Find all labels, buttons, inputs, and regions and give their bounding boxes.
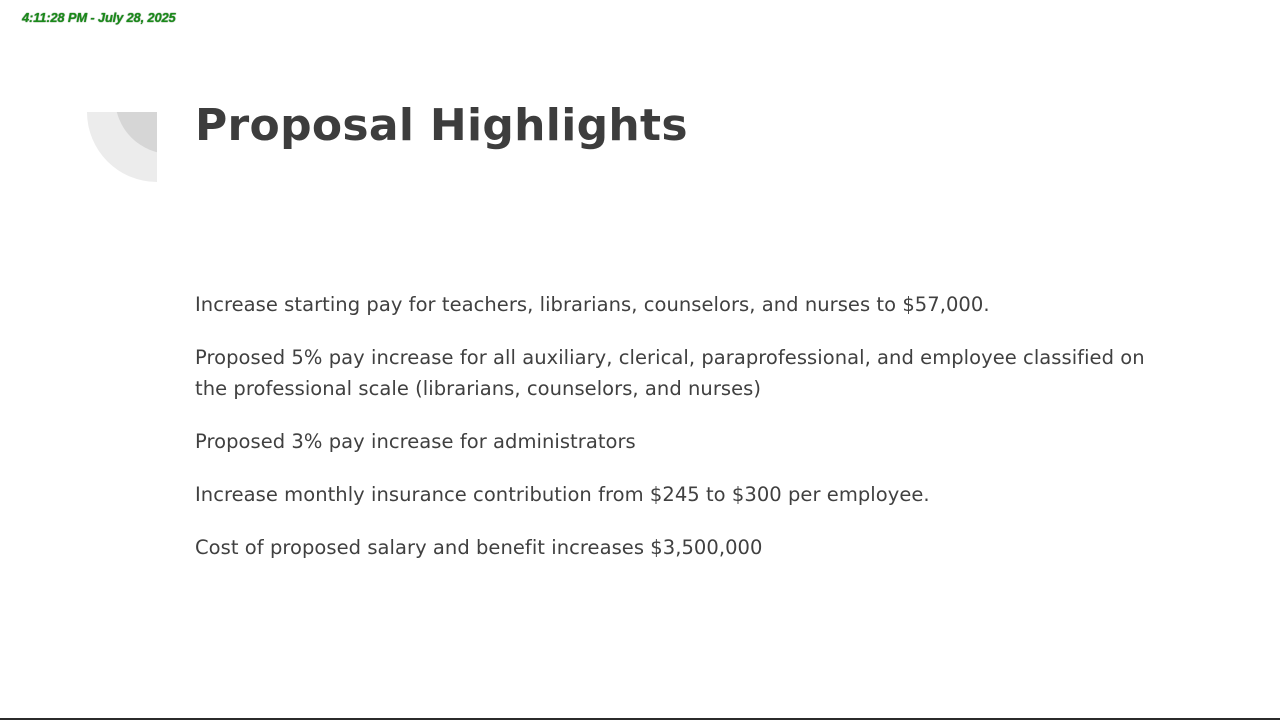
list-item: Increase monthly insurance contribution from $245 to $300 per employee. — [195, 483, 930, 506]
highlights-list — [195, 289, 1155, 585]
list-item: Proposed 3% pay increase for administrators — [195, 430, 636, 453]
slide-title: Proposal Highlights — [195, 100, 688, 151]
list-item: Increase starting pay for teachers, librarians, counselors, and nurses to $57,000. — [195, 293, 990, 316]
quarter-circle-decoration-icon — [87, 112, 157, 182]
list-item: Proposed 5% pay increase for all auxiliary, clerical, paraprofessional, and employee classified on the professional scale (librarians, counselors, and nurses) — [195, 346, 1145, 400]
video-timestamp: 4:11:28 PM - July 28, 2025 — [22, 10, 176, 25]
list-item: Cost of proposed salary and benefit increases $3,500,000 — [195, 536, 763, 559]
